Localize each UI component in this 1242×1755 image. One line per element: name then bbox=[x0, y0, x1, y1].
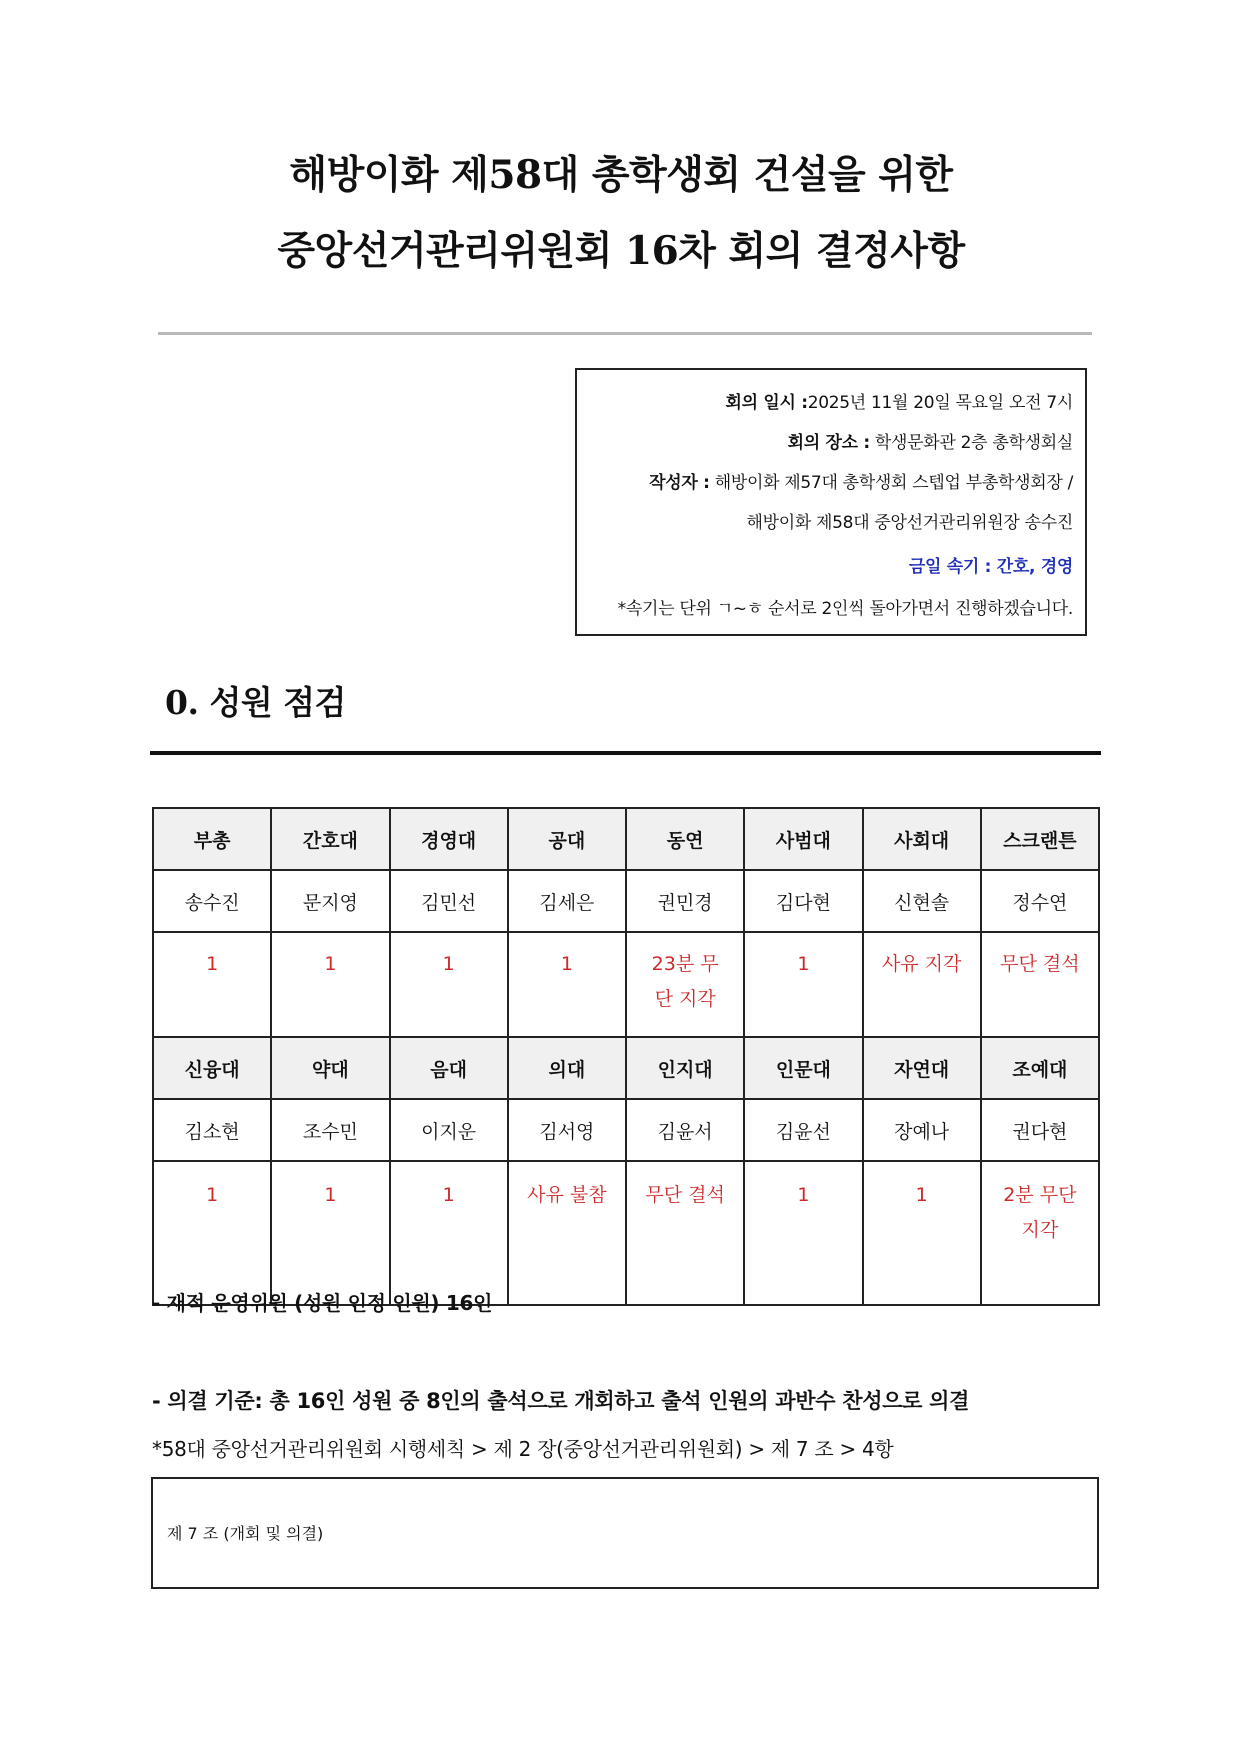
name-cell: 이지운 bbox=[390, 1099, 508, 1161]
name-cell: 김소현 bbox=[153, 1099, 271, 1161]
meeting-writer-line2: 해방이화 제58대 중앙선거관리위원장 송수진 bbox=[746, 513, 1073, 533]
status-cell: 사유 불참 bbox=[508, 1161, 626, 1305]
unit-cell: 공대 bbox=[508, 808, 626, 870]
name-cell: 조수민 bbox=[271, 1099, 389, 1161]
meeting-date bbox=[726, 388, 1074, 413]
section-divider bbox=[150, 751, 1101, 755]
unit-cell: 음대 bbox=[390, 1037, 508, 1099]
name-cell: 김서영 bbox=[508, 1099, 626, 1161]
table-row bbox=[153, 870, 1099, 932]
unit-cell: 간호대 bbox=[271, 808, 389, 870]
name-cell: 신현솔 bbox=[863, 870, 981, 932]
name-cell: 김세은 bbox=[508, 870, 626, 932]
name-cell: 장예나 bbox=[863, 1099, 981, 1161]
meeting-writer-label: 작성자 : bbox=[649, 473, 710, 493]
table-row bbox=[153, 1099, 1099, 1161]
section-title: 0. 성원 점검 bbox=[165, 683, 346, 722]
unit-cell: 스크랜튼 bbox=[981, 808, 1099, 870]
unit-cell: 조예대 bbox=[981, 1037, 1099, 1099]
status-cell: 1 bbox=[390, 1161, 508, 1305]
title-line-2: 중앙선거관리위원회 16차 회의 결정사항 bbox=[277, 228, 965, 274]
name-cell: 권민경 bbox=[626, 870, 744, 932]
status-cell: 2분 무단 지각 bbox=[981, 1161, 1099, 1305]
name-cell: 김다현 bbox=[744, 870, 862, 932]
status-cell: 1 bbox=[271, 932, 389, 1048]
table-row bbox=[153, 1161, 1099, 1305]
table-row bbox=[153, 932, 1099, 1048]
unit-cell: 동연 bbox=[626, 808, 744, 870]
unit-cell: 사범대 bbox=[744, 808, 862, 870]
meeting-writer-value: 해방이화 제57대 총학생회 스텝업 부총학생회장 / bbox=[709, 473, 1073, 493]
status-cell: 1 bbox=[390, 932, 508, 1048]
status-cell: 무단 결석 bbox=[626, 1161, 744, 1305]
unit-cell: 경영대 bbox=[390, 808, 508, 870]
rule-excerpt-box bbox=[151, 1477, 1099, 1589]
meeting-writer bbox=[649, 468, 1073, 493]
meeting-place bbox=[788, 428, 1073, 453]
unit-cell: 사회대 bbox=[863, 808, 981, 870]
status-cell: 1 bbox=[508, 932, 626, 1048]
unit-cell: 의대 bbox=[508, 1037, 626, 1099]
reference-note: *58대 중앙선거관리위원회 시행세칙 > 제 2 장(중앙선거관리위원회) > 제 7 조 > 4항 bbox=[152, 1437, 894, 1461]
name-cell: 문지영 bbox=[271, 870, 389, 932]
status-cell: 사유 지각 bbox=[863, 932, 981, 1048]
name-cell: 권다현 bbox=[981, 1099, 1099, 1161]
attendance-table-1 bbox=[152, 807, 1100, 1049]
table-row bbox=[153, 808, 1099, 870]
status-cell: 1 bbox=[744, 932, 862, 1048]
quorum-note: - 의결 기준: 총 16인 성원 중 8인의 출석으로 개회하고 출석 인원의 과반수 찬성으로 의결 bbox=[152, 1389, 970, 1413]
unit-cell: 인문대 bbox=[744, 1037, 862, 1099]
status-cell: 1 bbox=[863, 1161, 981, 1305]
name-cell: 김윤선 bbox=[744, 1099, 862, 1161]
rule-excerpt-heading: 제 7 조 (개회 및 의결) bbox=[167, 1524, 324, 1543]
status-cell: 1 bbox=[153, 1161, 271, 1305]
unit-cell: 약대 bbox=[271, 1037, 389, 1099]
status-cell: 1 bbox=[271, 1161, 389, 1305]
unit-cell: 부총 bbox=[153, 808, 271, 870]
meeting-date-value: 2025년 11월 20일 목요일 오전 7시 bbox=[807, 393, 1073, 413]
meeting-info-box bbox=[575, 368, 1087, 636]
unit-cell: 자연대 bbox=[863, 1037, 981, 1099]
title-line-1: 해방이화 제58대 총학생회 건설을 위한 bbox=[289, 152, 953, 198]
status-cell: 23분 무단 지각 bbox=[626, 932, 744, 1048]
meeting-place-label: 회의 장소 : bbox=[787, 433, 870, 453]
name-cell: 정수연 bbox=[981, 870, 1099, 932]
name-cell: 김민선 bbox=[390, 870, 508, 932]
name-cell: 김윤서 bbox=[626, 1099, 744, 1161]
meeting-date-label: 회의 일시 : bbox=[725, 393, 808, 413]
unit-cell: 인지대 bbox=[626, 1037, 744, 1099]
members-note: - 재적 운영위원 (성원 인정 인원) 16인 bbox=[152, 1291, 493, 1315]
table-row bbox=[153, 1037, 1099, 1099]
meeting-recorder: 금일 속기 : 간호, 경영 bbox=[908, 557, 1073, 577]
title-divider bbox=[158, 332, 1092, 335]
meeting-place-value: 학생문화관 2층 총학생회실 bbox=[869, 433, 1073, 453]
status-cell: 무단 결석 bbox=[981, 932, 1099, 1048]
status-cell: 1 bbox=[153, 932, 271, 1048]
status-cell: 1 bbox=[744, 1161, 862, 1305]
document-title bbox=[0, 152, 1242, 274]
name-cell: 송수진 bbox=[153, 870, 271, 932]
unit-cell: 신융대 bbox=[153, 1037, 271, 1099]
attendance-table-2 bbox=[152, 1036, 1100, 1306]
recorder-note: *속기는 단위 ㄱ~ㅎ 순서로 2인씩 돌아가면서 진행하겠습니다. bbox=[617, 599, 1073, 619]
